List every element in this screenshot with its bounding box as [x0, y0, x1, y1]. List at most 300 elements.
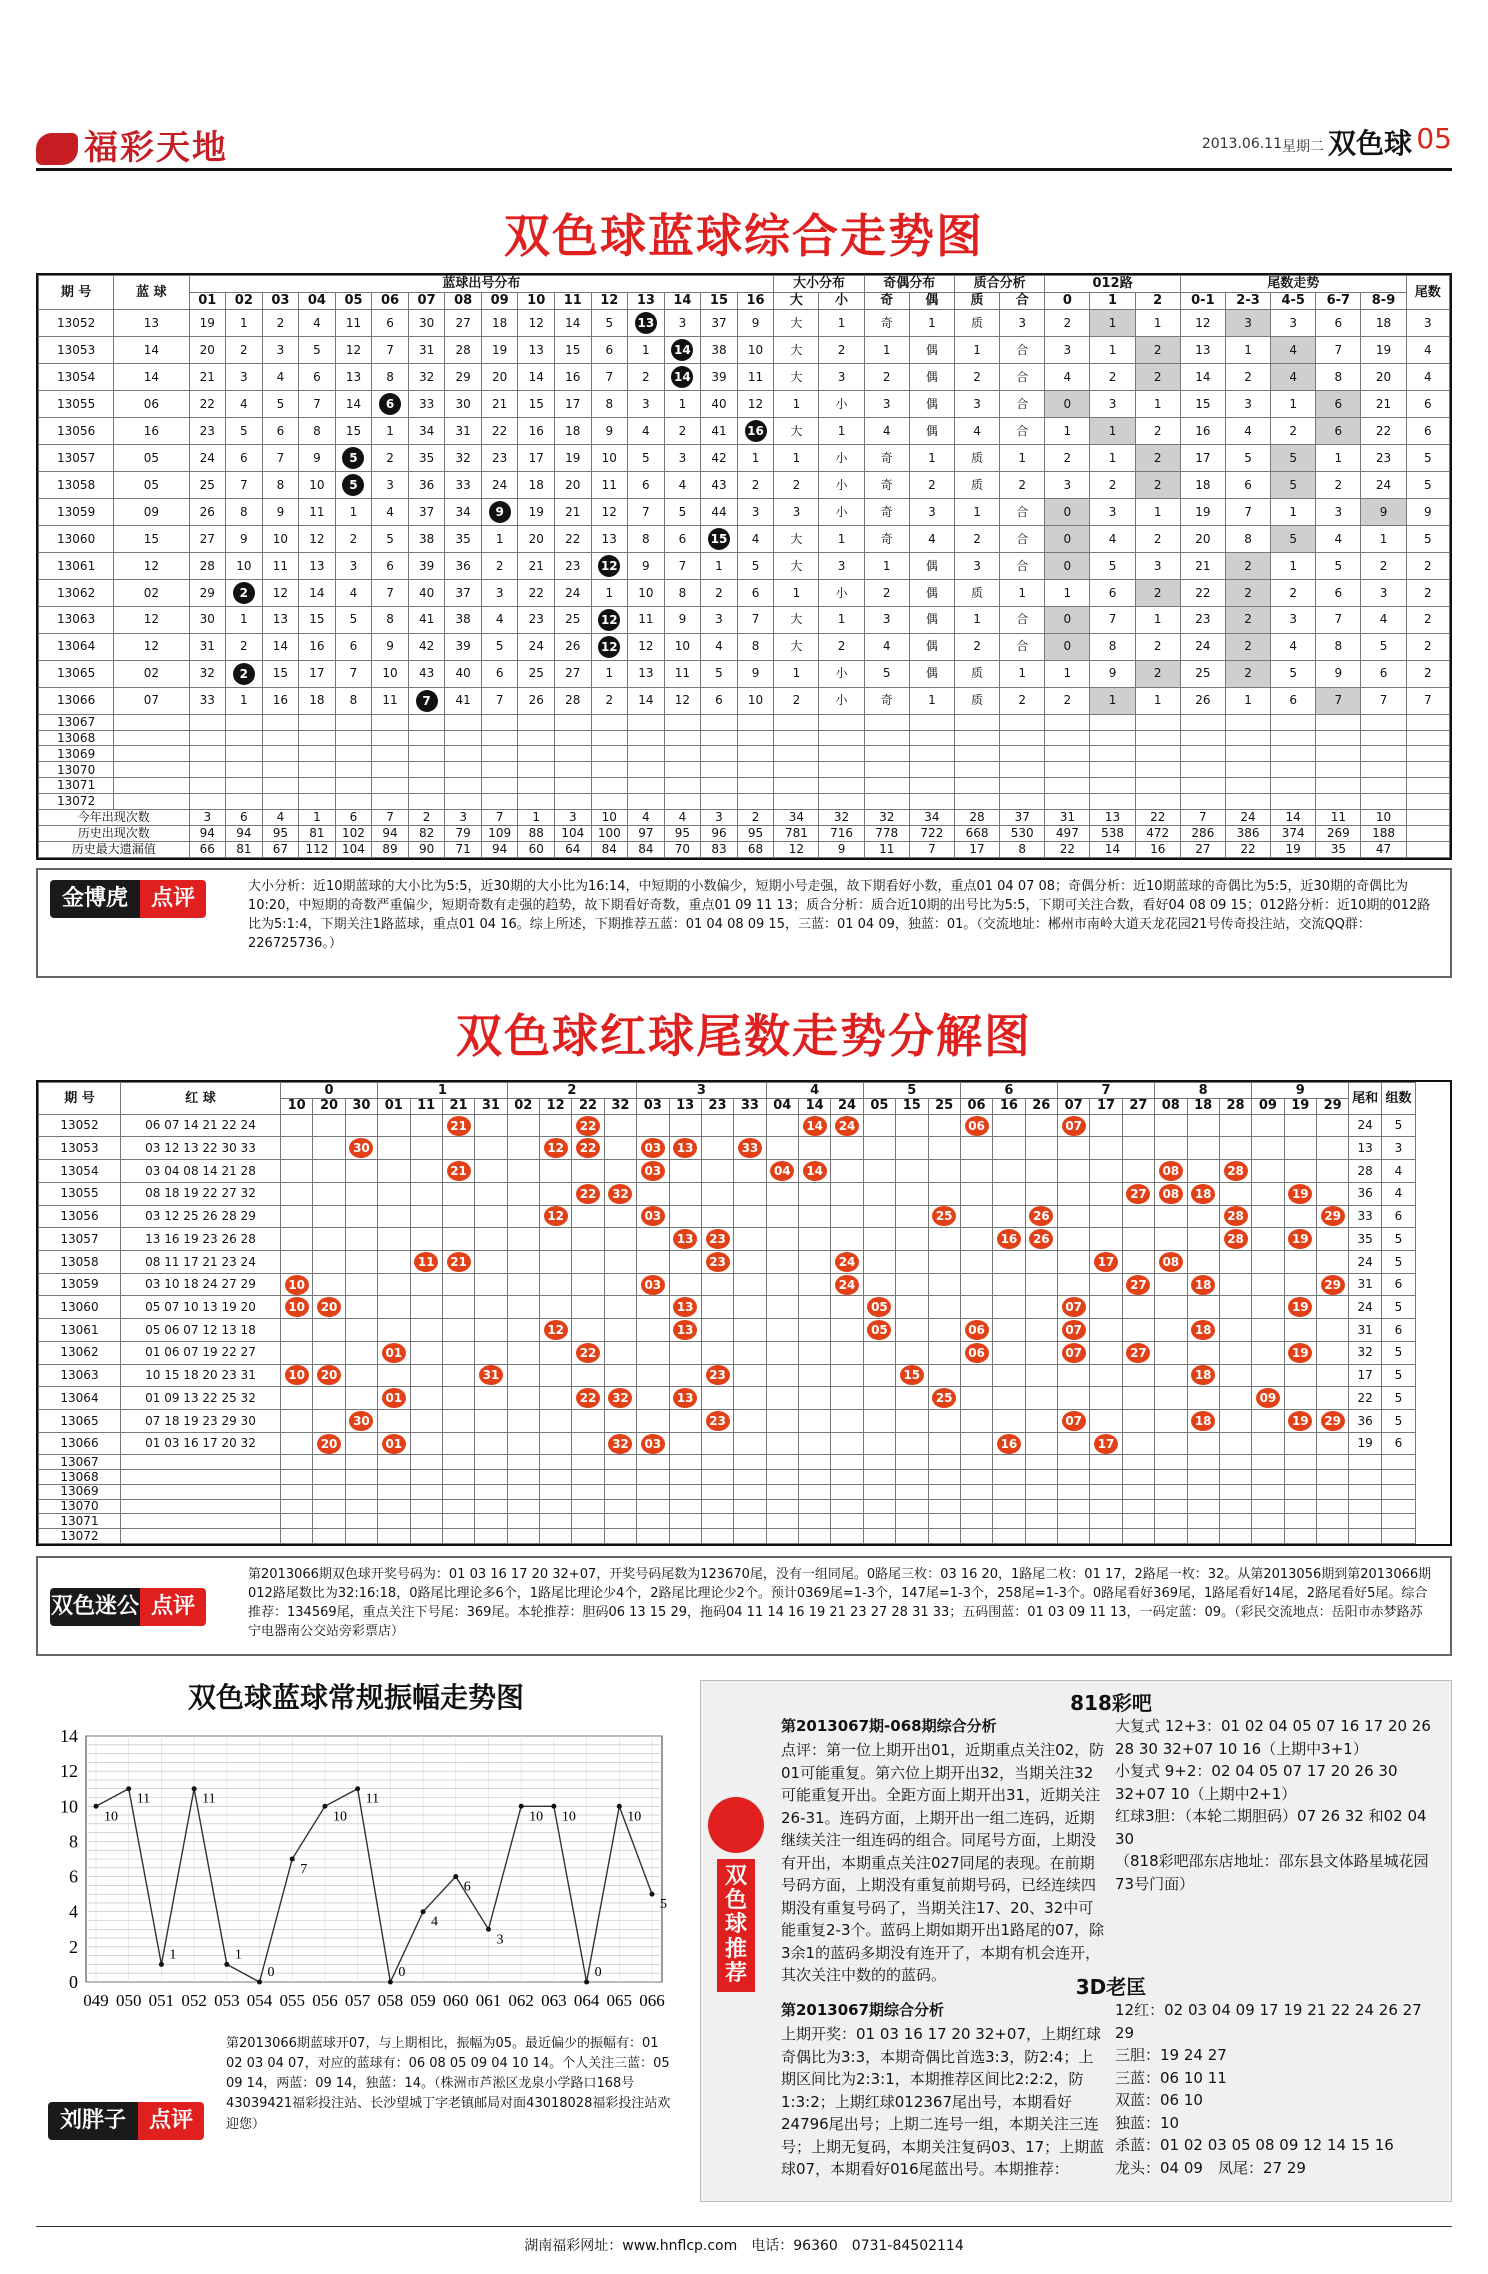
data-cell: 5 [664, 498, 701, 525]
red-ball: 03 [641, 1161, 665, 1181]
data-cell [1317, 1455, 1349, 1470]
stat-cell: 6 [226, 810, 263, 826]
data-cell: 3 [1045, 337, 1090, 364]
data-cell [475, 1455, 507, 1470]
stat-label: 历史出现次数 [39, 826, 190, 842]
groups-cell: 5 [1382, 1387, 1416, 1410]
sub-header: 31 [475, 1098, 507, 1114]
data-cell [540, 1273, 572, 1296]
data-cell: 5 [299, 337, 336, 364]
stat-row [39, 841, 1450, 857]
data-cell [281, 1273, 313, 1296]
red-ball: 33 [738, 1138, 762, 1158]
data-cell: 1 [954, 337, 999, 364]
blue-cell: 12 [114, 633, 189, 660]
data-cell [1180, 794, 1225, 810]
data-cell [1155, 1410, 1187, 1433]
data-cell [766, 1528, 798, 1543]
table-row [39, 1387, 1450, 1410]
data-cell [410, 1273, 442, 1296]
data-cell: 24 [189, 445, 226, 472]
data-cell: 2 [1225, 579, 1270, 606]
data-label: 5 [660, 1897, 667, 1913]
stat-cell: 188 [1361, 826, 1406, 842]
data-cell [1317, 1470, 1349, 1485]
data-cell: 42 [701, 445, 738, 472]
data-cell: 22 [1180, 579, 1225, 606]
stat-cell: 778 [864, 826, 909, 842]
data-cell: 0 [1045, 633, 1090, 660]
data-cell [345, 1410, 377, 1433]
x-tick-label: 053 [214, 1991, 240, 2010]
groups-cell: 5 [1382, 1114, 1416, 1137]
red-ball: 01 [382, 1343, 406, 1363]
stat-cell: 22 [1135, 810, 1180, 826]
blue-ball: 12 [598, 636, 620, 658]
table-row [39, 579, 1450, 606]
data-cell [1025, 1470, 1057, 1485]
data-cell [1180, 714, 1225, 730]
data-cell [1090, 730, 1135, 746]
data-cell [863, 1364, 895, 1387]
data-cell: 5 [1271, 445, 1316, 472]
tail-digit-header: 3 [637, 1083, 767, 1099]
data-cell [1219, 1205, 1251, 1228]
table2-title: 双色球红球尾数走势分解图 [456, 1009, 1032, 1063]
data-cell [378, 1410, 410, 1433]
red-ball: 13 [673, 1297, 697, 1317]
groups-cell [1382, 1514, 1416, 1529]
data-cell [863, 1514, 895, 1529]
data-cell: 4 [1225, 418, 1270, 445]
data-cell [1122, 1387, 1154, 1410]
data-cell [475, 1514, 507, 1529]
data-cell: 1 [1225, 687, 1270, 714]
data-cell: 27 [445, 310, 482, 337]
data-cell [1025, 1455, 1057, 1470]
red-numbers-cell: 03 12 13 22 30 33 [121, 1137, 281, 1160]
data-cell [1225, 794, 1270, 810]
page-footer: 湖南福彩网址：www.hnflcp.com 电话：96360 0731-84502114 [36, 2226, 1452, 2255]
data-cell: 2 [481, 552, 518, 579]
data-cell [1187, 1319, 1219, 1342]
sub-header: 04 [766, 1098, 798, 1114]
data-cell [1058, 1319, 1090, 1342]
y-tick-label: 8 [69, 1831, 78, 1852]
data-cell: 29 [189, 579, 226, 606]
data-cell [799, 1432, 831, 1455]
data-cell: 37 [701, 310, 738, 337]
col-header: 04 [299, 293, 336, 310]
data-cell [863, 1251, 895, 1274]
data-cell [604, 1182, 636, 1205]
data-cell [928, 1514, 960, 1529]
data-cell [774, 778, 819, 794]
data-cell: 20 [518, 525, 555, 552]
data-cell [766, 1470, 798, 1485]
data-cell: 偶 [909, 418, 954, 445]
data-cell: 5 [1225, 445, 1270, 472]
data-cell [928, 1499, 960, 1514]
data-cell [410, 1114, 442, 1137]
data-cell: 41 [408, 606, 445, 633]
stat-cell: 94 [226, 826, 263, 842]
data-cell: 17 [299, 660, 336, 687]
data-cell: 1 [1090, 310, 1135, 337]
period-cell: 13053 [39, 337, 114, 364]
red-ball: 27 [1126, 1343, 1150, 1363]
data-cell [345, 1470, 377, 1485]
data-cell [1025, 1410, 1057, 1433]
recommend-side [701, 1791, 771, 2091]
x-tick-label: 058 [377, 1991, 404, 2010]
red-numbers-cell: 03 12 25 26 28 29 [121, 1205, 281, 1228]
data-cell: 21 [518, 552, 555, 579]
data-cell [313, 1341, 345, 1364]
col-header: 11 [555, 293, 592, 310]
data-cell [1025, 1228, 1057, 1251]
data-cell [378, 1251, 410, 1274]
data-cell: 4 [1271, 337, 1316, 364]
data-point [486, 1927, 491, 1932]
red-ball: 31 [479, 1365, 503, 1385]
data-cell [540, 1205, 572, 1228]
data-cell [1090, 1160, 1122, 1183]
data-cell: 8 [1090, 633, 1135, 660]
data-cell [1317, 1296, 1349, 1319]
blue-cell: 15 [114, 525, 189, 552]
red-ball: 29 [1321, 1411, 1345, 1431]
data-cell: 16 [299, 633, 336, 660]
table-row [39, 364, 1450, 391]
data-cell [669, 1455, 701, 1470]
data-cell: 2 [1361, 552, 1406, 579]
data-cell [1045, 746, 1090, 762]
data-label: 3 [496, 1932, 504, 1948]
data-cell [799, 1364, 831, 1387]
data-cell: 12 [664, 687, 701, 714]
col-header: 07 [408, 293, 445, 310]
red-ball: 07 [1062, 1343, 1086, 1363]
data-cell [1225, 714, 1270, 730]
data-cell [299, 714, 336, 730]
data-cell: 4 [954, 418, 999, 445]
data-cell [475, 1499, 507, 1514]
data-cell [1122, 1137, 1154, 1160]
col-header: 2 [1135, 293, 1180, 310]
data-cell [928, 1228, 960, 1251]
data-cell [863, 1432, 895, 1455]
red-ball: 25 [932, 1388, 956, 1408]
data-cell [637, 1484, 669, 1499]
stat-cell: 10 [591, 810, 628, 826]
data-cell: 27 [555, 660, 592, 687]
data-cell [555, 794, 592, 810]
blue-cell [114, 778, 189, 794]
data-cell: 2 [1045, 445, 1090, 472]
data-cell: 0 [1045, 498, 1090, 525]
data-cell [1090, 762, 1135, 778]
red-ball: 05 [867, 1320, 891, 1340]
data-cell [863, 1499, 895, 1514]
data-cell [442, 1484, 474, 1499]
data-cell [896, 1251, 928, 1274]
data-cell [863, 1484, 895, 1499]
data-cell: 9 [628, 552, 665, 579]
data-cell [1284, 1273, 1316, 1296]
col-period: 期 号 [39, 1083, 121, 1115]
data-cell [445, 746, 482, 762]
red-ball: 28 [1224, 1206, 1248, 1226]
data-cell: 12 [518, 310, 555, 337]
data-cell: 3 [1316, 498, 1361, 525]
sub-header: 24 [831, 1098, 863, 1114]
data-cell [960, 1205, 992, 1228]
data-cell: 38 [408, 525, 445, 552]
data-cell: 1 [1135, 310, 1180, 337]
sub-header: 08 [1155, 1098, 1187, 1114]
data-cell [378, 1114, 410, 1137]
data-cell: 2 [774, 687, 819, 714]
data-cell: 4 [864, 418, 909, 445]
data-cell [896, 1484, 928, 1499]
data-cell: 18 [299, 687, 336, 714]
data-cell [475, 1387, 507, 1410]
data-cell [335, 445, 372, 472]
data-cell [734, 1137, 766, 1160]
data-cell: 7 [628, 498, 665, 525]
data-cell [518, 730, 555, 746]
data-cell: 9 [226, 525, 263, 552]
blue-ball: 14 [671, 339, 693, 361]
data-cell: 2 [1135, 660, 1180, 687]
data-cell: 4 [1271, 633, 1316, 660]
table-row [39, 1137, 1450, 1160]
red-ball: 23 [706, 1252, 730, 1272]
data-cell [555, 714, 592, 730]
data-cell: 10 [262, 525, 299, 552]
tail-digit-header: 1 [378, 1083, 508, 1099]
data-cell [993, 1514, 1025, 1529]
data-cell: 1 [1135, 687, 1180, 714]
blue-cell [114, 714, 189, 730]
data-cell [864, 714, 909, 730]
data-point [453, 1874, 458, 1879]
data-cell [345, 1499, 377, 1514]
data-cell: 偶 [909, 364, 954, 391]
data-cell [410, 1228, 442, 1251]
data-cell [378, 1228, 410, 1251]
data-cell: 13 [1180, 337, 1225, 364]
data-cell [1284, 1499, 1316, 1514]
data-cell [281, 1228, 313, 1251]
data-cell [262, 714, 299, 730]
data-cell [734, 1182, 766, 1205]
blue-cell [114, 730, 189, 746]
data-cell [1187, 1528, 1219, 1543]
data-cell [335, 746, 372, 762]
data-cell [1155, 1432, 1187, 1455]
data-cell [637, 1341, 669, 1364]
data-cell [993, 1455, 1025, 1470]
stat-cell: 32 [864, 810, 909, 826]
data-label: 7 [300, 1862, 308, 1877]
data-cell [993, 1341, 1025, 1364]
data-cell: 质 [954, 310, 999, 337]
red-ball: 10 [285, 1275, 309, 1295]
data-cell [863, 1182, 895, 1205]
data-cell [669, 1114, 701, 1137]
blue-cell: 13 [114, 310, 189, 337]
data-cell [299, 794, 336, 810]
data-cell: 9 [737, 660, 774, 687]
data-cell [335, 794, 372, 810]
data-cell [410, 1432, 442, 1455]
data-cell [410, 1251, 442, 1274]
red-ball: 13 [673, 1388, 697, 1408]
table-row [39, 1228, 1450, 1251]
data-cell [345, 1182, 377, 1205]
data-cell: 小 [819, 579, 864, 606]
data-cell [572, 1114, 604, 1137]
data-cell [799, 1484, 831, 1499]
data-cell: 4 [1361, 606, 1406, 633]
data-cell: 6 [481, 660, 518, 687]
data-cell [442, 1273, 474, 1296]
red-numbers-cell: 08 11 17 21 23 24 [121, 1251, 281, 1274]
data-cell [507, 1137, 539, 1160]
data-cell: 9 [262, 498, 299, 525]
red-numbers-cell: 07 18 19 23 29 30 [121, 1410, 281, 1433]
data-cell [669, 1528, 701, 1543]
col-header: 4-5 [1271, 293, 1316, 310]
data-cell [1058, 1410, 1090, 1433]
sub-header: 27 [1122, 1098, 1154, 1114]
data-cell [831, 1364, 863, 1387]
red-ball: 18 [1191, 1320, 1215, 1340]
data-cell [1122, 1319, 1154, 1342]
data-cell [507, 1114, 539, 1137]
data-cell [1090, 1499, 1122, 1514]
data-cell: 37 [445, 579, 482, 606]
data-cell: 5 [701, 660, 738, 687]
data-cell [1406, 794, 1449, 810]
header-rule [36, 168, 1452, 171]
data-cell [701, 1182, 733, 1205]
data-cell: 2 [1225, 633, 1270, 660]
data-cell [1122, 1273, 1154, 1296]
data-cell: 1 [226, 687, 263, 714]
data-cell: 6 [335, 633, 372, 660]
data-cell: 34 [445, 498, 482, 525]
period-cell: 13067 [39, 714, 114, 730]
groups-cell [1382, 1499, 1416, 1514]
data-cell [507, 1296, 539, 1319]
data-cell [1122, 1251, 1154, 1274]
data-cell [1316, 746, 1361, 762]
data-cell [313, 1160, 345, 1183]
data-cell: 18 [1180, 472, 1225, 499]
sub-header: 10 [281, 1098, 313, 1114]
rec-tail: 凤尾：27 29 [1217, 2158, 1306, 2177]
data-cell: 26 [189, 498, 226, 525]
red-ball: 26 [1029, 1206, 1053, 1226]
data-cell [954, 730, 999, 746]
data-cell: 1 [819, 310, 864, 337]
data-cell [572, 1514, 604, 1529]
data-cell [766, 1341, 798, 1364]
data-cell: 3 [335, 552, 372, 579]
data-cell [863, 1387, 895, 1410]
data-cell [281, 1432, 313, 1455]
data-cell: 2 [1090, 472, 1135, 499]
data-cell [475, 1410, 507, 1433]
data-cell [1122, 1484, 1154, 1499]
data-cell: 5 [628, 445, 665, 472]
data-cell [1187, 1228, 1219, 1251]
data-cell: 8 [299, 418, 336, 445]
data-cell [928, 1432, 960, 1455]
data-cell: 34 [408, 418, 445, 445]
data-cell: 3 [1361, 579, 1406, 606]
stat-cell: 10 [1361, 810, 1406, 826]
data-cell [1058, 1205, 1090, 1228]
table-row [39, 310, 1450, 337]
data-cell: 3 [664, 445, 701, 472]
data-cell [442, 1182, 474, 1205]
data-cell [734, 1364, 766, 1387]
data-cell [928, 1387, 960, 1410]
period-cell: 13055 [39, 1182, 121, 1205]
red-ball: 14 [803, 1161, 827, 1181]
red-numbers-cell [121, 1514, 281, 1529]
data-cell [1025, 1514, 1057, 1529]
blue-cell: 16 [114, 418, 189, 445]
data-cell [637, 1387, 669, 1410]
stat-cell: 104 [555, 826, 592, 842]
data-cell [475, 1137, 507, 1160]
data-cell [572, 1455, 604, 1470]
data-cell [604, 1364, 636, 1387]
data-cell [701, 1228, 733, 1251]
data-label: 10 [332, 1809, 347, 1825]
data-cell [572, 1364, 604, 1387]
stat-cell: 67 [262, 841, 299, 857]
data-cell [604, 1341, 636, 1364]
data-cell [604, 1251, 636, 1274]
data-cell: 18 [481, 310, 518, 337]
data-cell: 偶 [909, 552, 954, 579]
data-cell [993, 1364, 1025, 1387]
data-cell [507, 1455, 539, 1470]
data-cell: 31 [445, 418, 482, 445]
table-row [39, 687, 1450, 714]
data-cell: 40 [408, 579, 445, 606]
groups-cell: 5 [1382, 1228, 1416, 1251]
data-cell [701, 1499, 733, 1514]
data-cell [960, 1514, 992, 1529]
data-label: 0 [398, 1965, 406, 1980]
data-cell [701, 1296, 733, 1319]
col-header: 08 [445, 293, 482, 310]
stat-cell: 538 [1090, 826, 1135, 842]
data-cell [896, 1160, 928, 1183]
col-header: 质 [954, 293, 999, 310]
data-cell [1180, 730, 1225, 746]
data-cell: 0 [1045, 606, 1090, 633]
data-cell: 13 [262, 606, 299, 633]
data-cell: 11 [664, 660, 701, 687]
